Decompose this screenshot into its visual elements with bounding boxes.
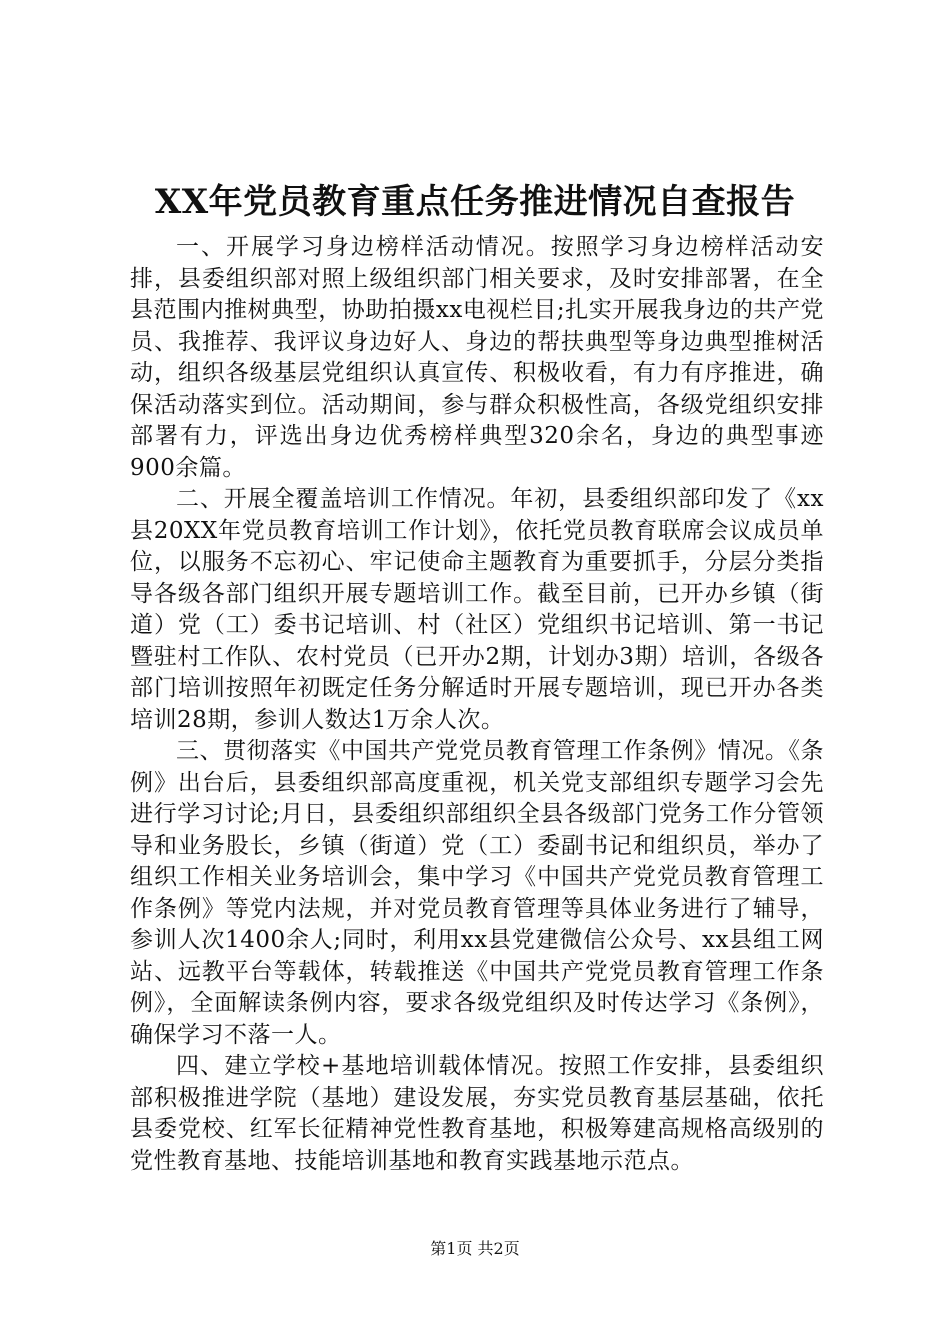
paragraph-2: 二、开展全覆盖培训工作情况。年初，县委组织部印发了《xx县20XX年党员教育培训工作计划》，依托党员教育联席会议成员单位，以服务不忘初心、牢记使命主题教育为重要抓手，分层分类指导各级各部门组织开展专题培训工作。截至目前，已开办乡镇（街道）党（工）委书记培训、村（社区）党组织书记培训、第一书记暨驻村工作队、农村党员（已开办2期，计划办3期）培训，各级各部门培训按照年初既定任务分解适时开展专题培训，现已开办各类培训28期，参训人数达1万余人次。 — [130, 486, 824, 733]
paragraph-1: 一、开展学习身边榜样活动情况。按照学习身边榜样活动安排，县委组织部对照上级组织部门相关要求，及时安排部署，在全县范围内推树典型，协助拍摄xx电视栏目;扎实开展我身边的共产党员、我推荐、我评议身边好人、身边的帮扶典型等身边典型推树活动，组织各级基层党组织认真宣传、积极收看，有力有序推进，确保活动落实到位。活动期间，参与群众积极性高，各级党组织安排部署有力，评选出身边优秀榜样典型320余名，身边的典型事迹900余篇。 — [130, 234, 824, 481]
document-body — [130, 232, 824, 1177]
document-title: XX年党员教育重点任务推进情况自查报告 — [154, 182, 796, 222]
page-footer: 第1页 共2页 — [430, 1239, 520, 1258]
paragraph-4: 四、建立学校+基地培训载体情况。按照工作安排，县委组织部积极推进学院（基地）建设发展，夯实党员教育基层基础，依托县委党校、红军长征精神党性教育基地，积极筹建高规格高级别的党性教育基地、技能培训基地和教育实践基地示范点。 — [130, 1053, 824, 1174]
paragraph-3: 三、贯彻落实《中国共产党党员教育管理工作条例》情况。《条例》出台后，县委组织部高度重视，机关党支部组织专题学习会先进行学习讨论;月日，县委组织部组织全县各级部门党务工作分管领导和业务股长，乡镇（街道）党（工）委副书记和组织员，举办了组织工作相关业务培训会，集中学习《中国共产党党员教育管理工作条例》等党内法规，并对党员教育管理等具体业务进行了辅导，参训人次1400余人;同时，利用xx县党建微信公众号、xx县组工网站、远教平台等载体，转载推送《中国共产党党员教育管理工作条例》，全面解读条例内容，要求各级党组织及时传达学习《条例》，确保学习不落一人。 — [130, 738, 824, 1048]
